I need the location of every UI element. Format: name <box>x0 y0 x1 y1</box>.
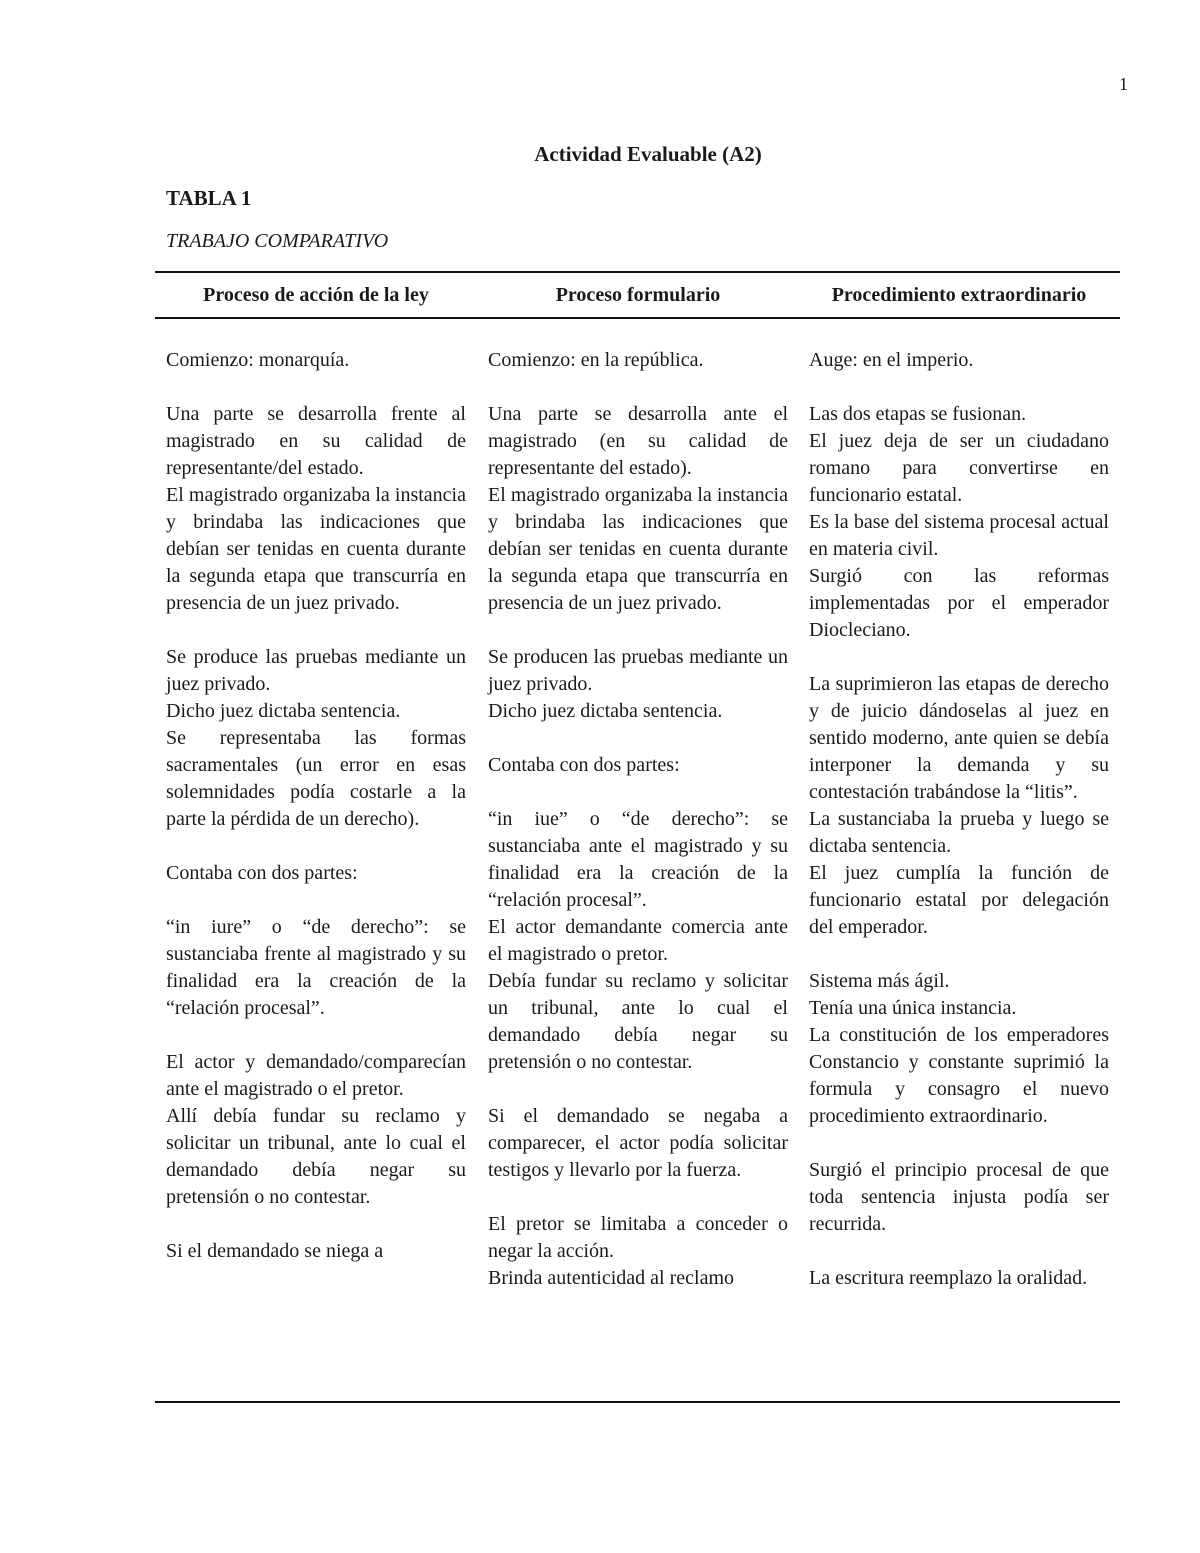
cell-paragraph: Se representaba las formas sacramentales (un error en esas solemnidades podía costarle a la parte la pérdida de un derecho). <box>166 727 466 830</box>
cell-paragraph: Comienzo: monarquía. <box>166 349 350 371</box>
cell-paragraph: El pretor se limitaba a conceder o negar la acción. <box>488 1213 788 1262</box>
cell-paragraph: Las dos etapas se fusionan. <box>809 403 1027 425</box>
cell-paragraph: Comienzo: en la república. <box>488 349 704 371</box>
cell-paragraph: La escritura reemplazo la oralidad. <box>809 1267 1088 1289</box>
cell-paragraph: Si el demandado se niega a <box>166 1240 384 1262</box>
cell-paragraph: Sistema más ágil. <box>809 970 950 992</box>
cell-paragraph: Contaba con dos partes: <box>488 754 680 776</box>
cell-paragraph: Una parte se desarrolla frente al magistrado en su calidad de representante/del estado. <box>166 403 466 479</box>
table-bottom-rule <box>155 1401 1120 1403</box>
header-accion-de-la-ley: Proceso de acción de la ley <box>203 283 429 306</box>
table-body <box>155 319 1120 1401</box>
cell-paragraph: La suprimieron las etapas de derecho y de juicio dándoselas al juez en sentido moderno, ante quien se debía interponer la demanda y su contestación trabándose la “litis”. <box>809 673 1109 803</box>
cell-paragraph: La sustanciaba la prueba y luego se dictaba sentencia. <box>809 808 1109 857</box>
table-label: TABLA 1 <box>166 186 252 210</box>
column-proceso-formulario <box>488 347 788 1292</box>
header-procedimiento-extraordinario: Procedimiento extraordinario <box>831 283 1087 306</box>
cell-paragraph: Auge: en el imperio. <box>809 349 974 371</box>
cell-paragraph: El juez deja de ser un ciudadano romano para convertirse en funcionario estatal. <box>809 430 1109 506</box>
cell-paragraph: Surgió el principio procesal de que toda sentencia injusta podía ser recurrida. <box>809 1159 1109 1235</box>
cell-paragraph: El actor y demandado/comparecían ante el magistrado o el pretor. <box>166 1051 466 1100</box>
cell-paragraph: Debía fundar su reclamo y solicitar un tribunal, ante lo cual el demandado debía negar su pretensión o no contestar. <box>488 970 788 1073</box>
table-subtitle: TRABAJO COMPARATIVO <box>166 230 389 252</box>
cell-paragraph: Una parte se desarrolla ante el magistrado (en su calidad de representante del estado). <box>488 403 788 479</box>
cell-paragraph: Contaba con dos partes: <box>166 862 358 884</box>
cell-paragraph: El juez cumplía la función de funcionario estatal por delegación del emperador. <box>809 862 1109 938</box>
cell-paragraph: El magistrado organizaba la instancia y brindaba las indicaciones que debían ser tenidas en cuenta durante la segunda etapa que transcurría en presencia de un juez privado. <box>166 484 466 614</box>
comparative-table <box>155 271 1120 1403</box>
cell-paragraph: Dicho juez dictaba sentencia. <box>488 700 723 722</box>
cell-paragraph: La constitución de los emperadores Constancio y constante suprimió la formula y consagro el nuevo procedimiento extraordinario. <box>809 1024 1109 1127</box>
cell-paragraph: Tenía una única instancia. <box>809 997 1017 1019</box>
cell-paragraph: El magistrado organizaba la instancia y brindaba las indicaciones que debían ser tenidas en cuenta durante la segunda etapa que transcurría en presencia de un juez privado. <box>488 484 788 614</box>
cell-paragraph: Si el demandado se negaba a comparecer, el actor podía solicitar testigos y llevarlo por la fuerza. <box>488 1105 788 1181</box>
cell-paragraph: “in iue” o “de derecho”: se sustanciaba ante el magistrado y su finalidad era la creación de la “relación procesal”. <box>488 808 788 911</box>
cell-paragraph: Se produce las pruebas mediante un juez privado. <box>166 646 466 695</box>
cell-paragraph: Dicho juez dictaba sentencia. <box>166 700 401 722</box>
cell-paragraph: “in iure” o “de derecho”: se sustanciaba frente al magistrado y su finalidad era la creación de la “relación procesal”. <box>166 916 466 1019</box>
cell-paragraph: El actor demandante comercia ante el magistrado o pretor. <box>488 916 788 965</box>
document-title: Actividad Evaluable (A2) <box>534 142 762 166</box>
cell-paragraph: Allí debía fundar su reclamo y solicitar un tribunal, ante lo cual el demandado debía negar su pretensión o no contestar. <box>166 1105 466 1208</box>
page-number: 1 <box>1119 74 1128 94</box>
cell-paragraph: Surgió con las reformas implementadas por el emperador Diocleciano. <box>809 565 1109 641</box>
header-proceso-formulario: Proceso formulario <box>555 283 721 306</box>
column-procedimiento-extraordinario <box>809 347 1109 1292</box>
cell-paragraph: Brinda autenticidad al reclamo <box>488 1267 735 1289</box>
column-accion-de-la-ley <box>166 347 466 1265</box>
cell-paragraph: Es la base del sistema procesal actual en materia civil. <box>809 511 1109 560</box>
cell-paragraph: Se producen las pruebas mediante un juez privado. <box>488 646 788 695</box>
table-header-row <box>155 273 1120 317</box>
